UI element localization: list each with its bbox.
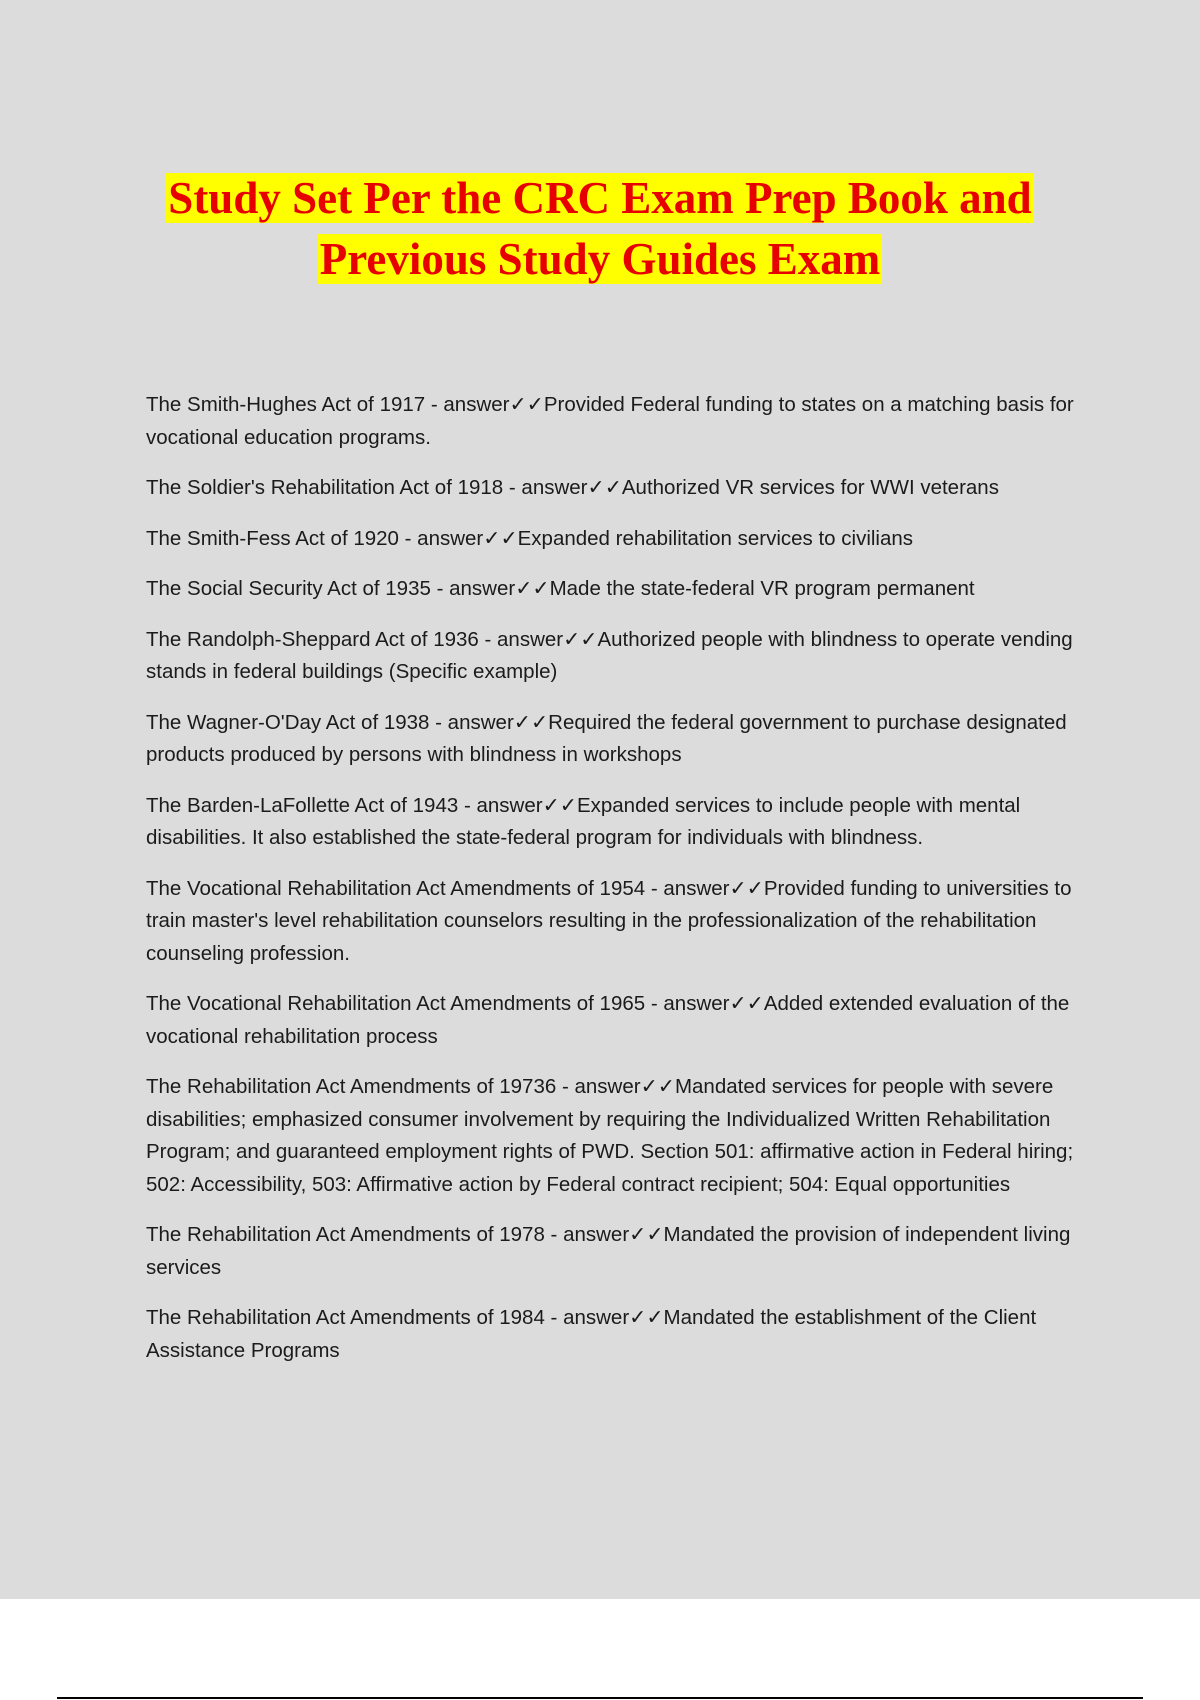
qa-separator: - answer bbox=[425, 393, 510, 416]
qa-separator: - answer bbox=[645, 876, 730, 900]
qa-term: The Smith-Hughes Act of 1917 bbox=[146, 393, 426, 416]
qa-item bbox=[146, 573, 1096, 606]
check-icon: ✓✓ bbox=[587, 476, 622, 499]
check-icon: ✓✓ bbox=[483, 526, 518, 550]
check-icon: ✓✓ bbox=[629, 1306, 664, 1329]
qa-answer: Authorized people with blindness to operate vending stands in federal buildings (Specific example) bbox=[146, 627, 1073, 683]
qa-term: The Rehabilitation Act Amendments of 1978 bbox=[146, 1223, 545, 1246]
qa-term: The Rehabilitation Act Amendments of 19736 bbox=[146, 1075, 557, 1098]
qa-separator: - answer bbox=[544, 1306, 630, 1329]
check-icon: ✓✓ bbox=[515, 577, 550, 600]
qa-term: The Soldier's Rehabilitation Act of 1918 bbox=[146, 476, 504, 499]
qa-list bbox=[146, 389, 1096, 1385]
qa-answer: Expanded rehabilitation services to civilians bbox=[517, 526, 914, 550]
qa-item bbox=[146, 1219, 1096, 1284]
qa-answer: Mandated the establishment of the Client Assistance Programs bbox=[146, 1306, 1037, 1362]
check-icon: ✓✓ bbox=[542, 793, 577, 817]
qa-answer: Provided funding to universities to train master's level rehabilitation counselors resulting in the professionalization of the rehabilitation counseling profession. bbox=[146, 876, 1072, 965]
qa-term: The Randolph-Sheppard Act of 1936 bbox=[146, 627, 479, 651]
qa-separator: - answer bbox=[458, 793, 543, 817]
qa-separator: - answer bbox=[478, 627, 564, 651]
qa-answer: Expanded services to include people with mental disabilities. It also established the state-federal program for individuals with blindness. bbox=[146, 793, 1021, 849]
qa-answer: Authorized VR services for WWI veterans bbox=[621, 476, 999, 499]
qa-term: The Vocational Rehabilitation Act Amendments of 1954 bbox=[146, 876, 646, 900]
qa-item bbox=[146, 523, 1096, 556]
title-line-2: Previous Study Guides Exam bbox=[319, 234, 881, 284]
qa-term: The Wagner-O'Day Act of 1938 bbox=[146, 710, 430, 734]
qa-separator: - answer bbox=[556, 1075, 641, 1098]
qa-item bbox=[146, 624, 1096, 689]
qa-term: The Rehabilitation Act Amendments of 1984 bbox=[146, 1306, 545, 1329]
qa-separator: - answer bbox=[503, 476, 588, 499]
qa-item bbox=[146, 389, 1096, 454]
qa-term: The Barden-LaFollette Act of 1943 bbox=[146, 793, 459, 817]
qa-item bbox=[146, 1071, 1096, 1201]
qa-answer: Added extended evaluation of the vocational rehabilitation process bbox=[146, 992, 1070, 1048]
qa-separator: - answer bbox=[429, 710, 514, 734]
qa-item bbox=[146, 707, 1096, 772]
qa-answer: Provided Federal funding to states on a matching basis for vocational education programs. bbox=[146, 393, 1074, 449]
check-icon: ✓✓ bbox=[640, 1075, 675, 1098]
qa-term: The Vocational Rehabilitation Act Amendments of 1965 bbox=[146, 992, 646, 1015]
qa-answer: Mandated the provision of independent living services bbox=[146, 1223, 1071, 1279]
title-line-1: Study Set Per the CRC Exam Prep Book and bbox=[168, 173, 1032, 223]
check-icon: ✓✓ bbox=[729, 992, 764, 1015]
qa-item bbox=[146, 472, 1096, 505]
qa-term: The Social Security Act of 1935 bbox=[146, 577, 431, 600]
document-title bbox=[60, 168, 1140, 290]
check-icon: ✓✓ bbox=[509, 393, 544, 416]
check-icon: ✓✓ bbox=[513, 710, 549, 734]
qa-item bbox=[146, 873, 1096, 971]
check-icon: ✓✓ bbox=[729, 876, 764, 900]
check-icon: ✓✓ bbox=[563, 627, 598, 651]
qa-separator: - answer bbox=[645, 992, 730, 1015]
qa-term: The Smith-Fess Act of 1920 bbox=[146, 526, 399, 550]
qa-item bbox=[146, 988, 1096, 1053]
check-icon: ✓✓ bbox=[629, 1223, 664, 1246]
qa-separator: - answer bbox=[544, 1223, 630, 1246]
qa-separator: - answer bbox=[398, 526, 484, 550]
qa-answer: Made the state-federal VR program permanent bbox=[549, 577, 975, 600]
qa-separator: - answer bbox=[430, 577, 516, 600]
page-divider bbox=[57, 1697, 1143, 1699]
qa-item bbox=[146, 1302, 1096, 1367]
qa-answer: Mandated services for people with severe disabilities; emphasized consumer involvement by requiring the Individualized Written Rehabilitation Program; and guaranteed employment rights of PWD. Section 501: affirmative action in Federal hiring; 502: Accessibility, 503: Affirmative action by Federal contract recipient; 504: Equal opportunities bbox=[146, 1075, 1074, 1196]
qa-item bbox=[146, 790, 1096, 855]
qa-answer: Required the federal government to purchase designated products produced by persons with blindness in workshops bbox=[146, 710, 1067, 766]
